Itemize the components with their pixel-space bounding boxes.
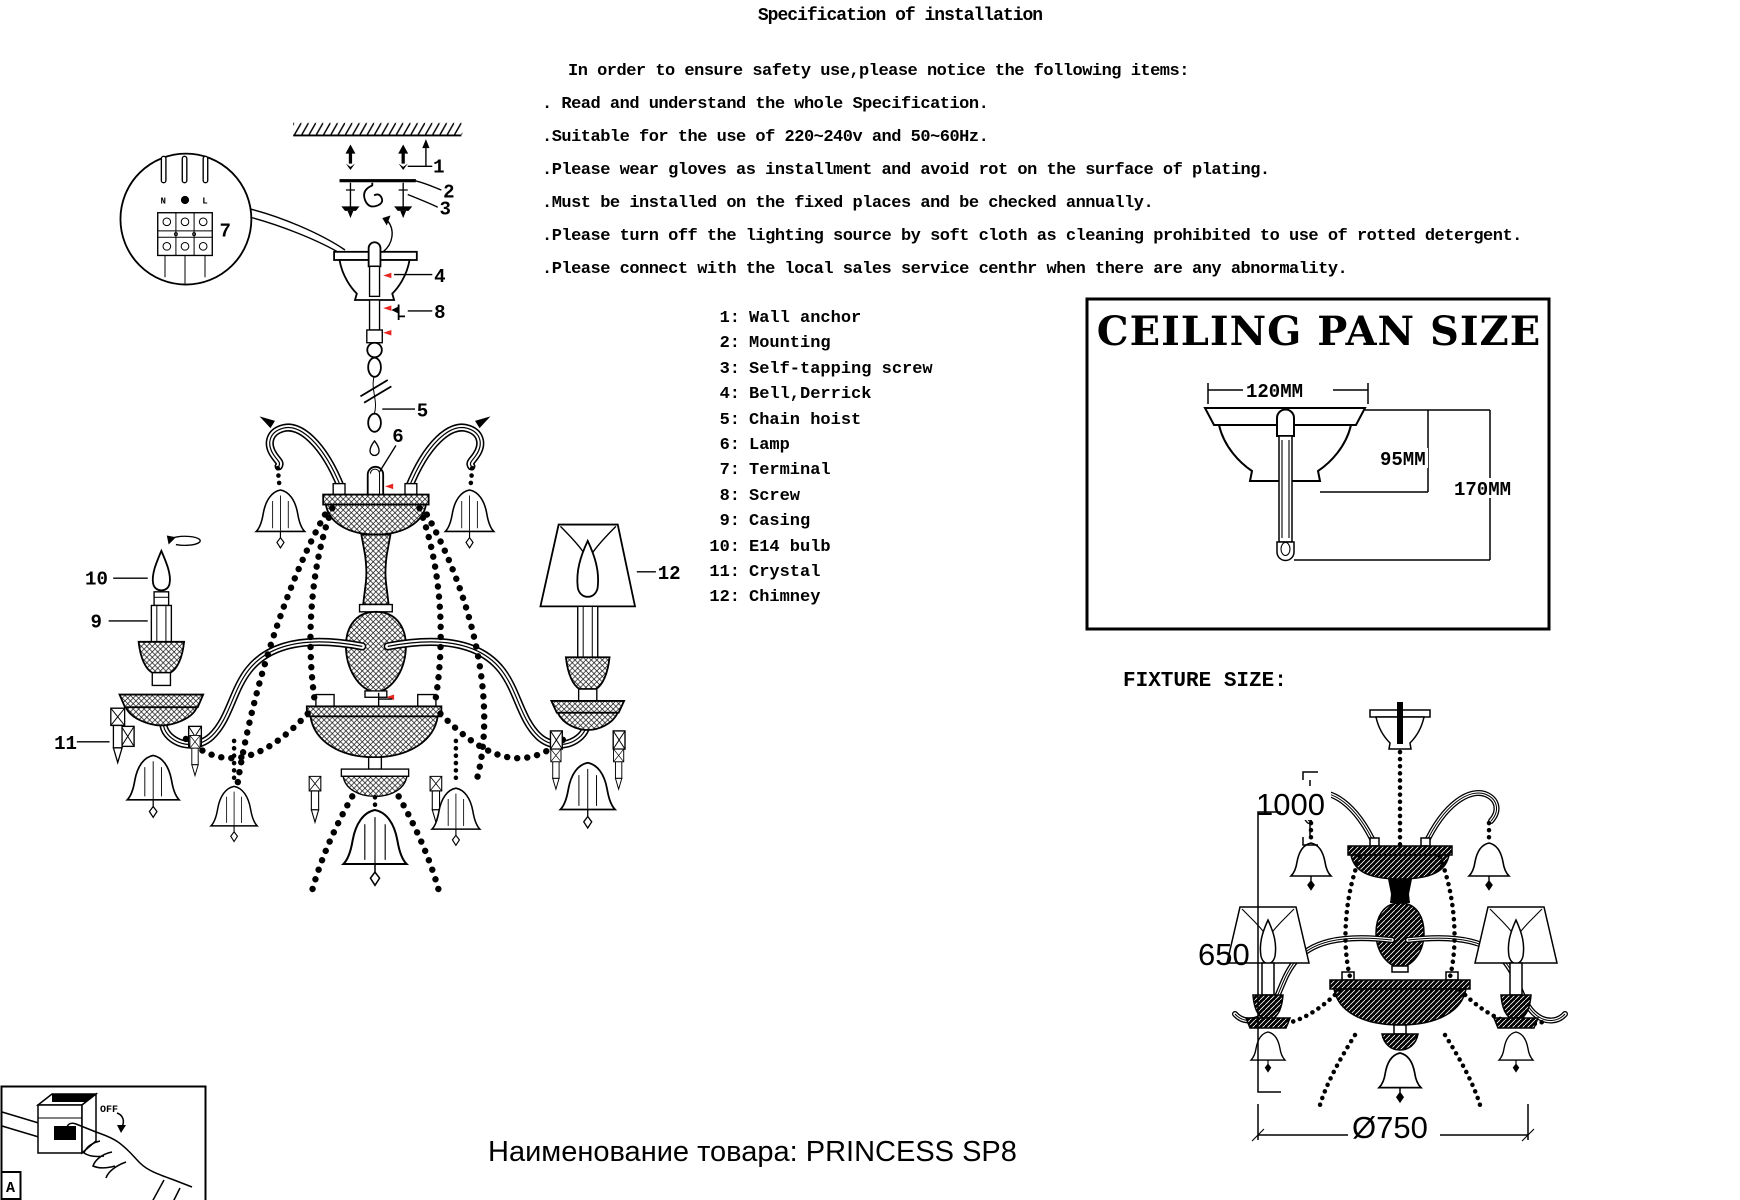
parts-list-row	[700, 509, 933, 534]
fixture-drawing	[1227, 702, 1565, 1105]
crystal-pendant	[111, 708, 125, 762]
off-label: OFF	[100, 1105, 119, 1116]
fixture-dim-1000	[1255, 772, 1331, 845]
svg-text:3: 3	[439, 198, 451, 221]
parts-list-row	[700, 560, 933, 585]
bottom-center-bell	[343, 810, 406, 885]
parts-list-row	[700, 357, 933, 382]
svg-text:9: 9	[90, 611, 102, 634]
product-name-line: Наименование товара: PRINCESS SP8	[488, 1136, 1017, 1168]
part-number: 2:	[719, 334, 740, 354]
safety-item: . Read and understand the whole Specification.	[542, 95, 989, 114]
upper-bell-right	[445, 490, 493, 548]
mounting-bar	[340, 179, 416, 218]
svg-text:95MM: 95MM	[1380, 449, 1426, 471]
parts-list-row	[700, 484, 933, 509]
svg-text:5: 5	[416, 400, 429, 423]
terminal-detail	[120, 154, 345, 285]
part-number: 11:	[709, 562, 740, 582]
ceiling-hatch	[293, 123, 462, 136]
svg-text:2: 2	[443, 181, 455, 204]
screw-icon	[391, 305, 405, 320]
callout-12	[637, 563, 681, 585]
parts-list	[700, 306, 933, 611]
part-number: 3:	[719, 359, 740, 379]
part-name: Mounting	[749, 334, 831, 354]
svg-text:Ø750: Ø750	[1352, 1110, 1428, 1145]
safety-intro: In order to ensure safety use,please notice the following items:	[568, 62, 1189, 81]
svg-text:12: 12	[657, 563, 681, 586]
breaker-switch	[38, 1094, 96, 1153]
chimney-assembly	[540, 525, 635, 828]
terminal-l-label: L	[202, 195, 208, 207]
parts-list-row	[700, 535, 933, 560]
callout-5	[382, 400, 428, 422]
terminal-block	[158, 213, 213, 256]
svg-text:120MM: 120MM	[1246, 381, 1304, 403]
safety-item: .Please turn off the lighting source by soft cloth as cleaning prohibited to use of rotted detergent.	[542, 227, 1522, 246]
part-number: 1:	[719, 309, 740, 328]
part-number: 10:	[709, 537, 740, 557]
svg-text:4: 4	[434, 265, 446, 288]
power-off-illustration	[0, 1085, 212, 1200]
safety-item: .Must be installed on the fixed places and be checked annually.	[542, 194, 1154, 213]
part-number: 4:	[719, 385, 740, 405]
press-arrow	[117, 1113, 126, 1133]
callout-3	[408, 195, 451, 221]
part-name: Casing	[749, 512, 811, 532]
svg-text:1: 1	[433, 156, 445, 179]
part-number: 8:	[719, 486, 740, 506]
page-title: Specification of installation	[757, 6, 1043, 26]
part-name: Crystal	[749, 562, 821, 582]
ceiling-pan-size-panel	[1085, 297, 1553, 632]
parts-list-row	[700, 408, 933, 433]
part-name: E14 bulb	[749, 537, 831, 557]
svg-text:A: A	[6, 1180, 16, 1197]
callout-8	[408, 302, 446, 324]
callout-7: 7	[219, 220, 231, 243]
svg-text:10: 10	[85, 568, 108, 591]
svg-text:170MM: 170MM	[1454, 479, 1512, 501]
svg-text:1000: 1000	[1256, 787, 1325, 822]
upper-bell-left	[256, 490, 304, 548]
callout-1	[408, 139, 445, 179]
fixture-size-diagram	[1180, 660, 1570, 1170]
part-name: Wall anchor	[749, 309, 862, 328]
fixture-dim-750	[1252, 1104, 1534, 1145]
part-name: Lamp	[749, 435, 790, 455]
fixture-candle-right	[1475, 907, 1557, 1072]
safety-item: .Suitable for the use of 220~240v and 50~60Hz.	[542, 128, 989, 147]
svg-text:8: 8	[434, 302, 446, 325]
pan-drawing	[1205, 408, 1365, 561]
wall-lines	[2, 1112, 42, 1138]
terminal-n-label: N	[160, 195, 166, 207]
svg-text:6: 6	[392, 425, 404, 448]
part-number: 9:	[719, 512, 740, 532]
safety-item: .Please connect with the local sales service centhr when there are any abnormality.	[542, 260, 1348, 279]
parts-list-row	[700, 331, 933, 356]
installation-diagram	[0, 90, 710, 990]
wall-anchor-icon	[345, 145, 408, 170]
part-name: Bell,Derrick	[749, 385, 872, 405]
part-number: 12:	[709, 588, 740, 608]
callout-10	[85, 569, 148, 591]
part-number: 7:	[719, 461, 740, 481]
badge-a	[2, 1172, 21, 1199]
part-name: Screw	[749, 486, 801, 506]
callout-9	[90, 611, 147, 633]
ceiling-pan-title: CEILING PAN SIZE	[1096, 308, 1542, 355]
parts-list-row	[700, 585, 933, 610]
parts-list-row	[700, 433, 933, 458]
part-name: Chain hoist	[749, 410, 862, 430]
parts-list-row	[700, 458, 933, 483]
safety-item: .Please wear gloves as installment and avoid rot on the surface of plating.	[542, 161, 1270, 180]
callout-11	[54, 733, 109, 755]
svg-text:650: 650	[1198, 937, 1250, 972]
parts-list-row	[700, 306, 933, 331]
callout-6	[380, 426, 404, 472]
detail-leader	[250, 209, 345, 254]
fixture-candle-left	[1227, 907, 1309, 1072]
pan-dim-120mm	[1208, 381, 1368, 404]
parts-list-row	[700, 382, 933, 407]
svg-text:11: 11	[54, 733, 77, 756]
part-name: Self-tapping screw	[749, 359, 933, 379]
part-number: 5:	[719, 410, 740, 430]
part-name: Terminal	[749, 461, 831, 481]
part-number: 6:	[719, 435, 740, 455]
fixture-size-label: FIXTURE SIZE:	[1123, 670, 1287, 693]
canopy-bell	[334, 215, 417, 300]
part-name: Chimney	[749, 588, 821, 608]
